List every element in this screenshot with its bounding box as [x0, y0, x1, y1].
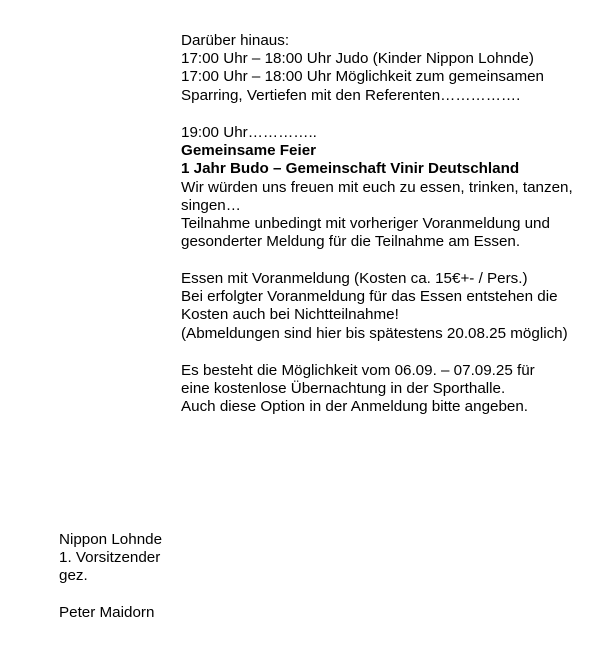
signature-block	[59, 531, 162, 586]
signature-role: 1. Vorsitzender	[59, 549, 161, 567]
party-text-line: singen…	[181, 196, 241, 214]
party-heading: Gemeinsame Feier	[181, 142, 317, 160]
food-text-line: (Abmeldungen sind hier bis spätestens 20.08.25 möglich)	[181, 324, 568, 342]
party-text-line: gesonderter Meldung für die Teilnahme am Essen.	[181, 233, 521, 251]
party-section	[181, 124, 606, 251]
food-text-line: Essen mit Voranmeldung (Kosten ca. 15€+- / Pers.)	[181, 270, 528, 287]
food-text-line: Kosten auch bei Nichtteilnahme!	[181, 306, 399, 324]
party-subheading: 1 Jahr Budo – Gemeinschaft Vinir Deutschland	[181, 160, 520, 178]
sparring-schedule-line: 17:00 Uhr – 18:00 Uhr Möglichkeit zum gemeinsamen	[181, 68, 544, 86]
intro-section	[181, 32, 606, 105]
overnight-text-line: Es besteht die Möglichkeit vom 06.09. – 07.09.25 für	[181, 362, 535, 379]
intro-heading: Darüber hinaus:	[181, 32, 290, 49]
party-text-line: Teilnahme unbedingt mit vorheriger Voranmeldung und	[181, 215, 550, 233]
signature-gez: gez.	[59, 567, 88, 585]
party-time: 19:00 Uhr…………..	[181, 124, 317, 141]
sparring-schedule-line-cont: Sparring, Vertiefen mit den Referenten…………….	[181, 86, 521, 104]
judo-schedule-line: 17:00 Uhr – 18:00 Uhr Judo (Kinder Nippon Lohnde)	[181, 50, 534, 68]
signature-name: Peter Maidorn	[59, 604, 155, 621]
overnight-text-line: eine kostenlose Übernachtung in der Sporthalle.	[181, 380, 506, 398]
food-text-line: Bei erfolgter Voranmeldung für das Essen entstehen die	[181, 288, 558, 306]
signature-club: Nippon Lohnde	[59, 531, 163, 548]
overnight-text-line: Auch diese Option in der Anmeldung bitte angeben.	[181, 398, 529, 416]
overnight-section	[181, 362, 606, 417]
signer-name	[59, 604, 154, 622]
party-text-line: Wir würden uns freuen mit euch zu essen, trinken, tanzen,	[181, 178, 573, 196]
food-section	[181, 270, 606, 343]
